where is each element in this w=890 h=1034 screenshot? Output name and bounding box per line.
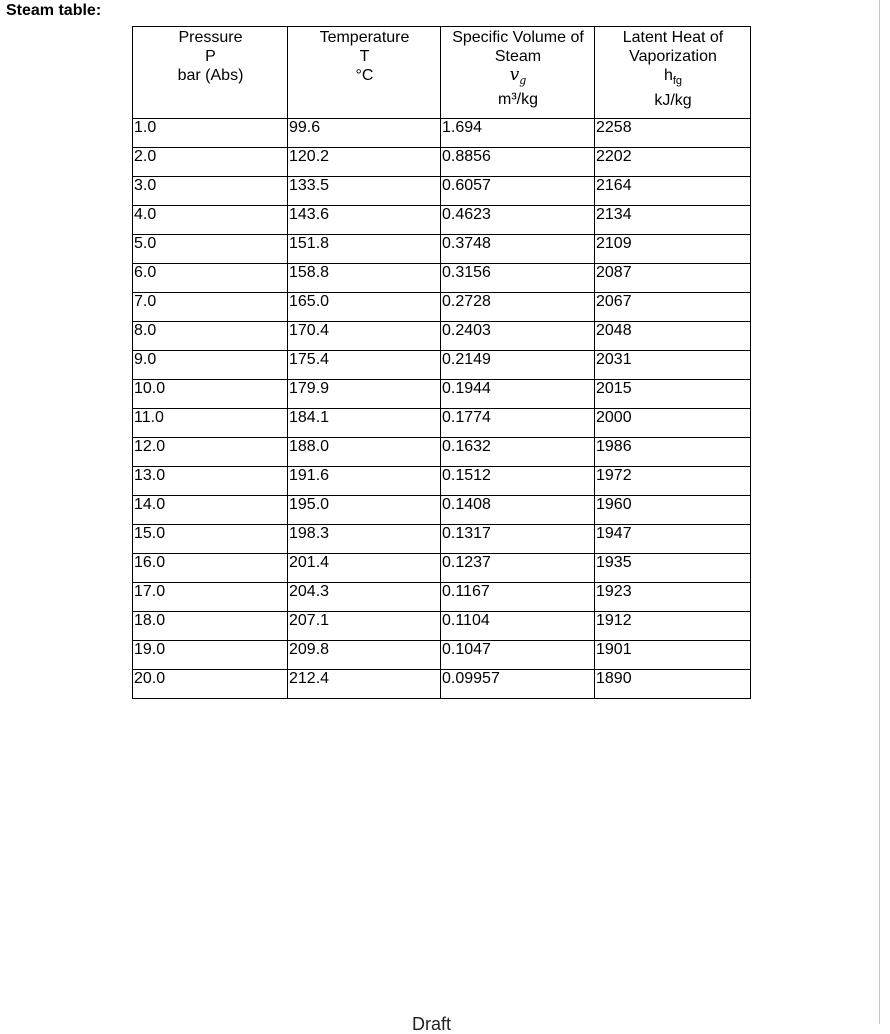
pressure-cell: 1.0 bbox=[133, 119, 288, 148]
header-specific-volume bbox=[441, 27, 595, 119]
latent-heat-cell: 2031 bbox=[595, 351, 751, 380]
specific-volume-cell: 1.694 bbox=[441, 119, 595, 148]
header-row bbox=[133, 27, 751, 119]
specific-volume-cell: 0.3748 bbox=[441, 235, 595, 264]
temperature-cell: 184.1 bbox=[288, 409, 441, 438]
temperature-cell: 191.6 bbox=[288, 467, 441, 496]
pressure-cell: 17.0 bbox=[133, 583, 288, 612]
latent-heat-cell: 2000 bbox=[595, 409, 751, 438]
volume-subscript: g bbox=[519, 74, 527, 88]
temperature-cell: 204.3 bbox=[288, 583, 441, 612]
header-temperature-line3: °C bbox=[355, 67, 374, 84]
table-row bbox=[133, 496, 751, 525]
specific-volume-cell: 0.6057 bbox=[441, 177, 595, 206]
temperature-cell: 151.8 bbox=[288, 235, 441, 264]
latent-heat-cell: 2087 bbox=[595, 264, 751, 293]
draft-watermark: Draft bbox=[412, 1014, 452, 1034]
temperature-cell: 165.0 bbox=[288, 293, 441, 322]
table-caption: Steam table: bbox=[6, 2, 102, 19]
pressure-cell: 14.0 bbox=[133, 496, 288, 525]
latent-heat-cell: 1890 bbox=[595, 670, 751, 699]
temperature-cell: 198.3 bbox=[288, 525, 441, 554]
table-row bbox=[133, 438, 751, 467]
latent-heat-cell: 2164 bbox=[595, 177, 751, 206]
temperature-cell: 133.5 bbox=[288, 177, 441, 206]
table-row bbox=[133, 264, 751, 293]
header-volume-line1: Specific Volume of bbox=[452, 29, 584, 46]
header-latent-symbol bbox=[596, 66, 750, 91]
pressure-cell: 3.0 bbox=[133, 177, 288, 206]
specific-volume-cell: 0.1512 bbox=[441, 467, 595, 496]
pressure-cell: 6.0 bbox=[133, 264, 288, 293]
pressure-cell: 2.0 bbox=[133, 148, 288, 177]
temperature-cell: 179.9 bbox=[288, 380, 441, 409]
temperature-cell: 195.0 bbox=[288, 496, 441, 525]
temperature-cell: 143.6 bbox=[288, 206, 441, 235]
pressure-cell: 7.0 bbox=[133, 293, 288, 322]
steam-table bbox=[132, 26, 751, 699]
pressure-cell: 10.0 bbox=[133, 380, 288, 409]
latent-subscript: fg bbox=[672, 75, 683, 88]
header-temperature-line2: T bbox=[359, 48, 370, 65]
latent-symbol: h bbox=[663, 67, 673, 84]
pressure-cell: 4.0 bbox=[133, 206, 288, 235]
pressure-cell: 16.0 bbox=[133, 554, 288, 583]
header-pressure-line3: bar (Abs) bbox=[177, 67, 244, 84]
header-pressure-line1: Pressure bbox=[178, 29, 243, 46]
latent-heat-cell: 2048 bbox=[595, 322, 751, 351]
pressure-cell: 8.0 bbox=[133, 322, 288, 351]
pressure-cell: 15.0 bbox=[133, 525, 288, 554]
pressure-cell: 9.0 bbox=[133, 351, 288, 380]
table-body bbox=[133, 119, 751, 699]
pressure-cell: 19.0 bbox=[133, 641, 288, 670]
specific-volume-cell: 0.2149 bbox=[441, 351, 595, 380]
specific-volume-cell: 0.2728 bbox=[441, 293, 595, 322]
latent-heat-cell: 2015 bbox=[595, 380, 751, 409]
header-latent-unit: kJ/kg bbox=[654, 92, 692, 110]
table-row bbox=[133, 206, 751, 235]
pressure-cell: 12.0 bbox=[133, 438, 288, 467]
table-row bbox=[133, 467, 751, 496]
table-row bbox=[133, 583, 751, 612]
temperature-cell: 212.4 bbox=[288, 670, 441, 699]
table-row bbox=[133, 612, 751, 641]
header-pressure-line2: P bbox=[205, 48, 216, 65]
header-latent-heat bbox=[595, 27, 751, 119]
table-row bbox=[133, 148, 751, 177]
latent-heat-cell: 1923 bbox=[595, 583, 751, 612]
table-row bbox=[133, 525, 751, 554]
temperature-cell: 120.2 bbox=[288, 148, 441, 177]
specific-volume-cell: 0.1237 bbox=[441, 554, 595, 583]
specific-volume-cell: 0.1104 bbox=[441, 612, 595, 641]
specific-volume-cell: 0.1047 bbox=[441, 641, 595, 670]
table-row bbox=[133, 322, 751, 351]
specific-volume-cell: 0.1167 bbox=[441, 583, 595, 612]
temperature-cell: 99.6 bbox=[288, 119, 441, 148]
pressure-cell: 5.0 bbox=[133, 235, 288, 264]
table-row bbox=[133, 554, 751, 583]
header-temperature-line1: Temperature bbox=[319, 29, 410, 46]
pressure-cell: 11.0 bbox=[133, 409, 288, 438]
specific-volume-cell: 0.1774 bbox=[441, 409, 595, 438]
pressure-cell: 18.0 bbox=[133, 612, 288, 641]
volume-symbol: v bbox=[509, 65, 520, 85]
latent-heat-cell: 2258 bbox=[595, 119, 751, 148]
header-latent-line2: Vaporization bbox=[629, 48, 717, 65]
specific-volume-cell: 0.2403 bbox=[441, 322, 595, 351]
table-row bbox=[133, 293, 751, 322]
table-row bbox=[133, 119, 751, 148]
table-row bbox=[133, 641, 751, 670]
latent-heat-cell: 1935 bbox=[595, 554, 751, 583]
latent-heat-cell: 2067 bbox=[595, 293, 751, 322]
latent-heat-cell: 1960 bbox=[595, 496, 751, 525]
latent-heat-cell: 2109 bbox=[595, 235, 751, 264]
temperature-cell: 175.4 bbox=[288, 351, 441, 380]
specific-volume-cell: 0.1317 bbox=[441, 525, 595, 554]
table-row bbox=[133, 380, 751, 409]
temperature-cell: 209.8 bbox=[288, 641, 441, 670]
pressure-cell: 13.0 bbox=[133, 467, 288, 496]
table-row bbox=[133, 351, 751, 380]
specific-volume-cell: 0.1632 bbox=[441, 438, 595, 467]
specific-volume-cell: 0.1408 bbox=[441, 496, 595, 525]
temperature-cell: 188.0 bbox=[288, 438, 441, 467]
temperature-cell: 170.4 bbox=[288, 322, 441, 351]
temperature-cell: 207.1 bbox=[288, 612, 441, 641]
latent-heat-cell: 1986 bbox=[595, 438, 751, 467]
temperature-cell: 158.8 bbox=[288, 264, 441, 293]
latent-heat-cell: 1901 bbox=[595, 641, 751, 670]
latent-heat-cell: 1972 bbox=[595, 467, 751, 496]
specific-volume-cell: 0.8856 bbox=[441, 148, 595, 177]
pressure-cell: 20.0 bbox=[133, 670, 288, 699]
specific-volume-cell: 0.3156 bbox=[441, 264, 595, 293]
specific-volume-cell: 0.4623 bbox=[441, 206, 595, 235]
header-latent-line1: Latent Heat of bbox=[622, 29, 724, 46]
header-temperature bbox=[288, 27, 441, 119]
table-row bbox=[133, 235, 751, 264]
latent-heat-cell: 1947 bbox=[595, 525, 751, 554]
header-volume-line2: Steam bbox=[494, 48, 542, 65]
table-row bbox=[133, 409, 751, 438]
temperature-cell: 201.4 bbox=[288, 554, 441, 583]
table-row bbox=[133, 177, 751, 206]
latent-heat-cell: 1912 bbox=[595, 612, 751, 641]
latent-heat-cell: 2202 bbox=[595, 148, 751, 177]
header-volume-unit: m³/kg bbox=[498, 91, 538, 109]
header-volume-symbol bbox=[442, 66, 594, 90]
latent-heat-cell: 2134 bbox=[595, 206, 751, 235]
header-pressure bbox=[133, 27, 288, 119]
specific-volume-cell: 0.09957 bbox=[441, 670, 595, 699]
specific-volume-cell: 0.1944 bbox=[441, 380, 595, 409]
table-row bbox=[133, 670, 751, 699]
